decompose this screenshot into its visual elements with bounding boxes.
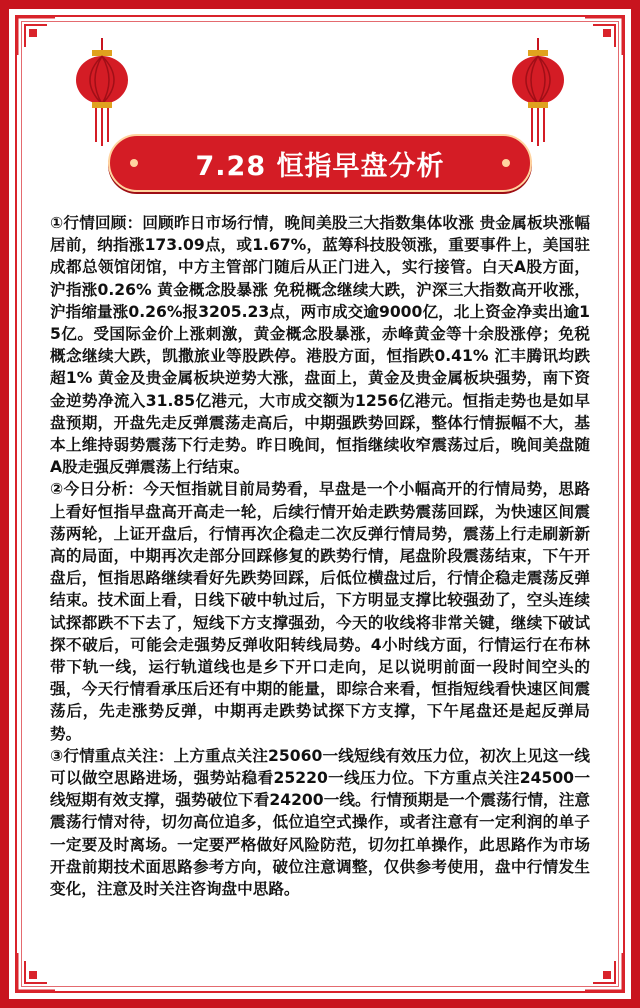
corner-ornament-icon <box>13 949 59 995</box>
paragraph-market-review: ①行情回顾：回顾昨日市场行情，晚间美股三大指数集体收涨 贵金属板块涨幅居前，纳指涨173.09点，或1.67%，蓝筹科技股领涨，重要事件上，美国驻成都总领馆闭馆，中方主管部门随后从正门进入，实行接管。白天A股方面，沪指涨0.26% 黄金概念股暴涨 免税概念继续大跌，沪深三大指数高开收涨，沪指缩量涨0.26%报3205.23点，两市成交逾9000亿，北上资金净卖出逾15亿。受国际金价上涨刺激，黄金概念股暴涨，赤峰黄金等十余股涨停；免税概念继续大跌，凯撒旅业等股跌停。港股方面，恒指跌0.41% 汇丰腾讯均跌超1% 黄金及贵金属板块逆势大涨，盘面上，黄金及贵金属板块强势，南下资金逆势净流入31.85亿港元，大市成交额为1256亿港元。恒指走势也是如早盘预期，开盘先走反弹震荡走高后，中期强跌势回踩，整体行情振幅不大，基本上维持弱势震荡下行走势。昨日晚间，恒指继续收窄震荡过后，晚间美盘随A股走强反弹震荡上行结束。 <box>50 214 590 477</box>
title-dot-decoration <box>130 159 138 167</box>
lantern-icon <box>74 38 130 148</box>
title-dot-decoration <box>502 159 510 167</box>
paragraph-key-levels: ③行情重点关注：上方重点关注25060一线短线有效压力位，初次上见这一线可以做空思路进场，强势站稳看25220一线压力位。下方重点关注24500一线短期有效支撑，强势破位下看24200一线。行情预期是一个震荡行情，注意震荡行情对待，切勿高位追多，低位追空式操作，或者注意有一定利润的单子一定要及时离场。一定要严格做好风险防范，切勿扛单操作，此思路作为市场开盘前期技术面思路参考方向，破位注意调整，仅供参考使用，盘中行情发生变化，注意及时关注咨询盘中思路。 <box>50 746 590 899</box>
title-banner <box>108 134 532 192</box>
corner-ornament-icon <box>13 13 59 59</box>
corner-ornament-icon <box>581 13 627 59</box>
article-body <box>50 212 590 900</box>
lantern-icon <box>510 38 566 148</box>
paragraph-today-analysis: ②今日分析：今天恒指就目前局势看，早盘是一个小幅高开的行情局势，思路上看好恒指早盘高开高走一轮，后续行情开始走跌势震荡回踩，为快速区间震荡两轮，上证开盘后，行情再次企稳走二次反弹行情局势，震荡上行走刷新新高的局面，中期再次走部分回踩修复的跌势行情，尾盘阶段震荡结束，下午开盘后，恒指思路继续看好先跌势回踩，后低位横盘过后，行情企稳走震荡反弹结束。技术面上看，日线下破中轨过后，下方明显支撑比较强劲了，空头连续试探都跌不下去了，短线下方支撑强劲，今天的收线将非常关键，继续下破试探不破后，可能会走强势反弹收阳转线局势。4小时线方面，行情运行在布林带下轨一线，运行轨道线也是乡下开口走向，足以说明前面一段时间空头的强，今天行情看承压后还有中期的能量，即综合来看，恒指短线看快速区间震荡后，先走涨势反弹，中期再走跌势试探下方支撑，下午尾盘还是起反弹局势。 <box>50 480 590 743</box>
corner-ornament-icon <box>581 949 627 995</box>
page-title: 7.28 恒指早盘分析 <box>195 150 445 182</box>
